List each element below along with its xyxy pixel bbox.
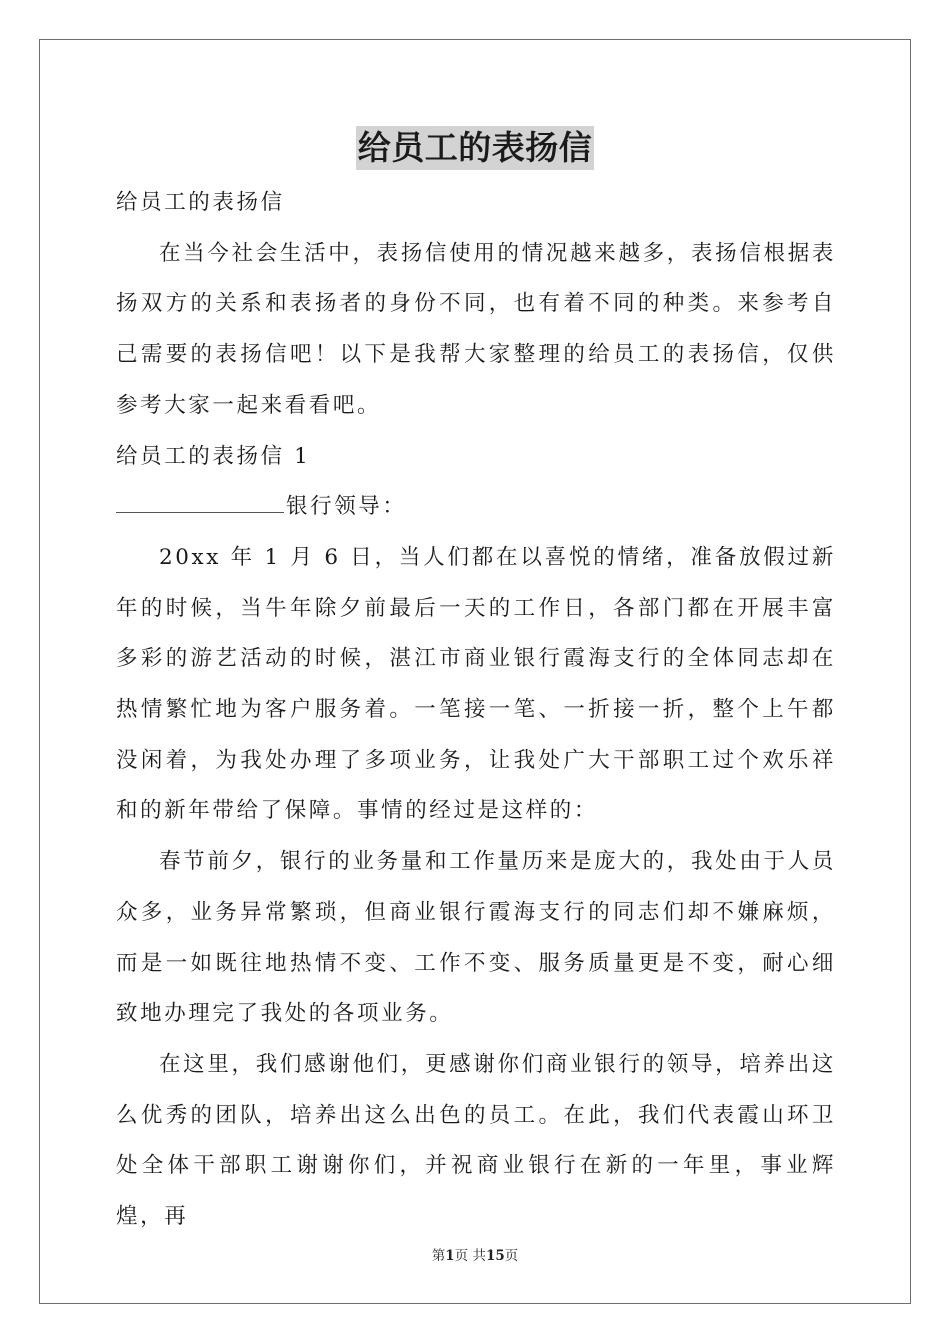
salutation-text: 银行领导： <box>286 494 407 520</box>
body-paragraph: 春节前夕，银行的业务量和工作量历来是庞大的，我处由于人员众多，业务异常繁琐，但商业银行霞海支行的同志们却不嫌麻烦，而是一如既往地热情不变、工作不变、服务质量更是不变，耐心细致地办理完了我处的各项业务。 <box>116 849 836 1027</box>
current-page-number: 1 <box>445 1248 455 1264</box>
footer-mid: 页 共 <box>454 1248 486 1264</box>
document-title: 给员工的表扬信 <box>356 126 595 170</box>
footer-suffix: 页 <box>504 1248 519 1264</box>
section-heading: 给员工的表扬信 1 <box>116 443 311 469</box>
footer-prefix: 第 <box>431 1248 446 1264</box>
salutation <box>116 482 836 533</box>
body-paragraph: 20xx 年 1 月 6 日，当人们都在以喜悦的情绪，准备放假过新年的时候，当牛年除夕前最后一天的工作日，各部门都在开展丰富多彩的游艺活动的时候，湛江市商业银行霞海支行的全体同志却在热情繁忙地为客户服务着。一笔接一笔、一折接一折，整个上午都没闲着，为我处办理了多项业务，让我处广大干部职工过个欢乐祥和的新年带给了保障。事情的经过是这样的： <box>116 544 836 824</box>
intro-paragraph: 在当今社会生活中，表扬信使用的情况越来越多，表扬信根据表扬双方的关系和表扬者的身份不同，也有着不同的种类。来参考自己需要的表扬信吧！以下是我帮大家整理的给员工的表扬信，仅供参考大家一起来看看吧。 <box>116 240 836 418</box>
subtitle: 给员工的表扬信 <box>116 190 285 215</box>
title-area <box>0 126 950 170</box>
page-footer <box>0 1244 950 1264</box>
body-paragraph: 在这里，我们感谢他们，更感谢你们商业银行的领导，培养出这么优秀的团队，培养出这么出色的员工。在此，我们代表霞山环卫处全体干部职工谢谢你们，并祝商业银行在新的一年里，事业辉煌，再 <box>116 1051 836 1230</box>
total-pages-number: 15 <box>485 1248 505 1264</box>
recipient-blank-line <box>116 498 284 513</box>
document-body <box>116 178 836 1243</box>
